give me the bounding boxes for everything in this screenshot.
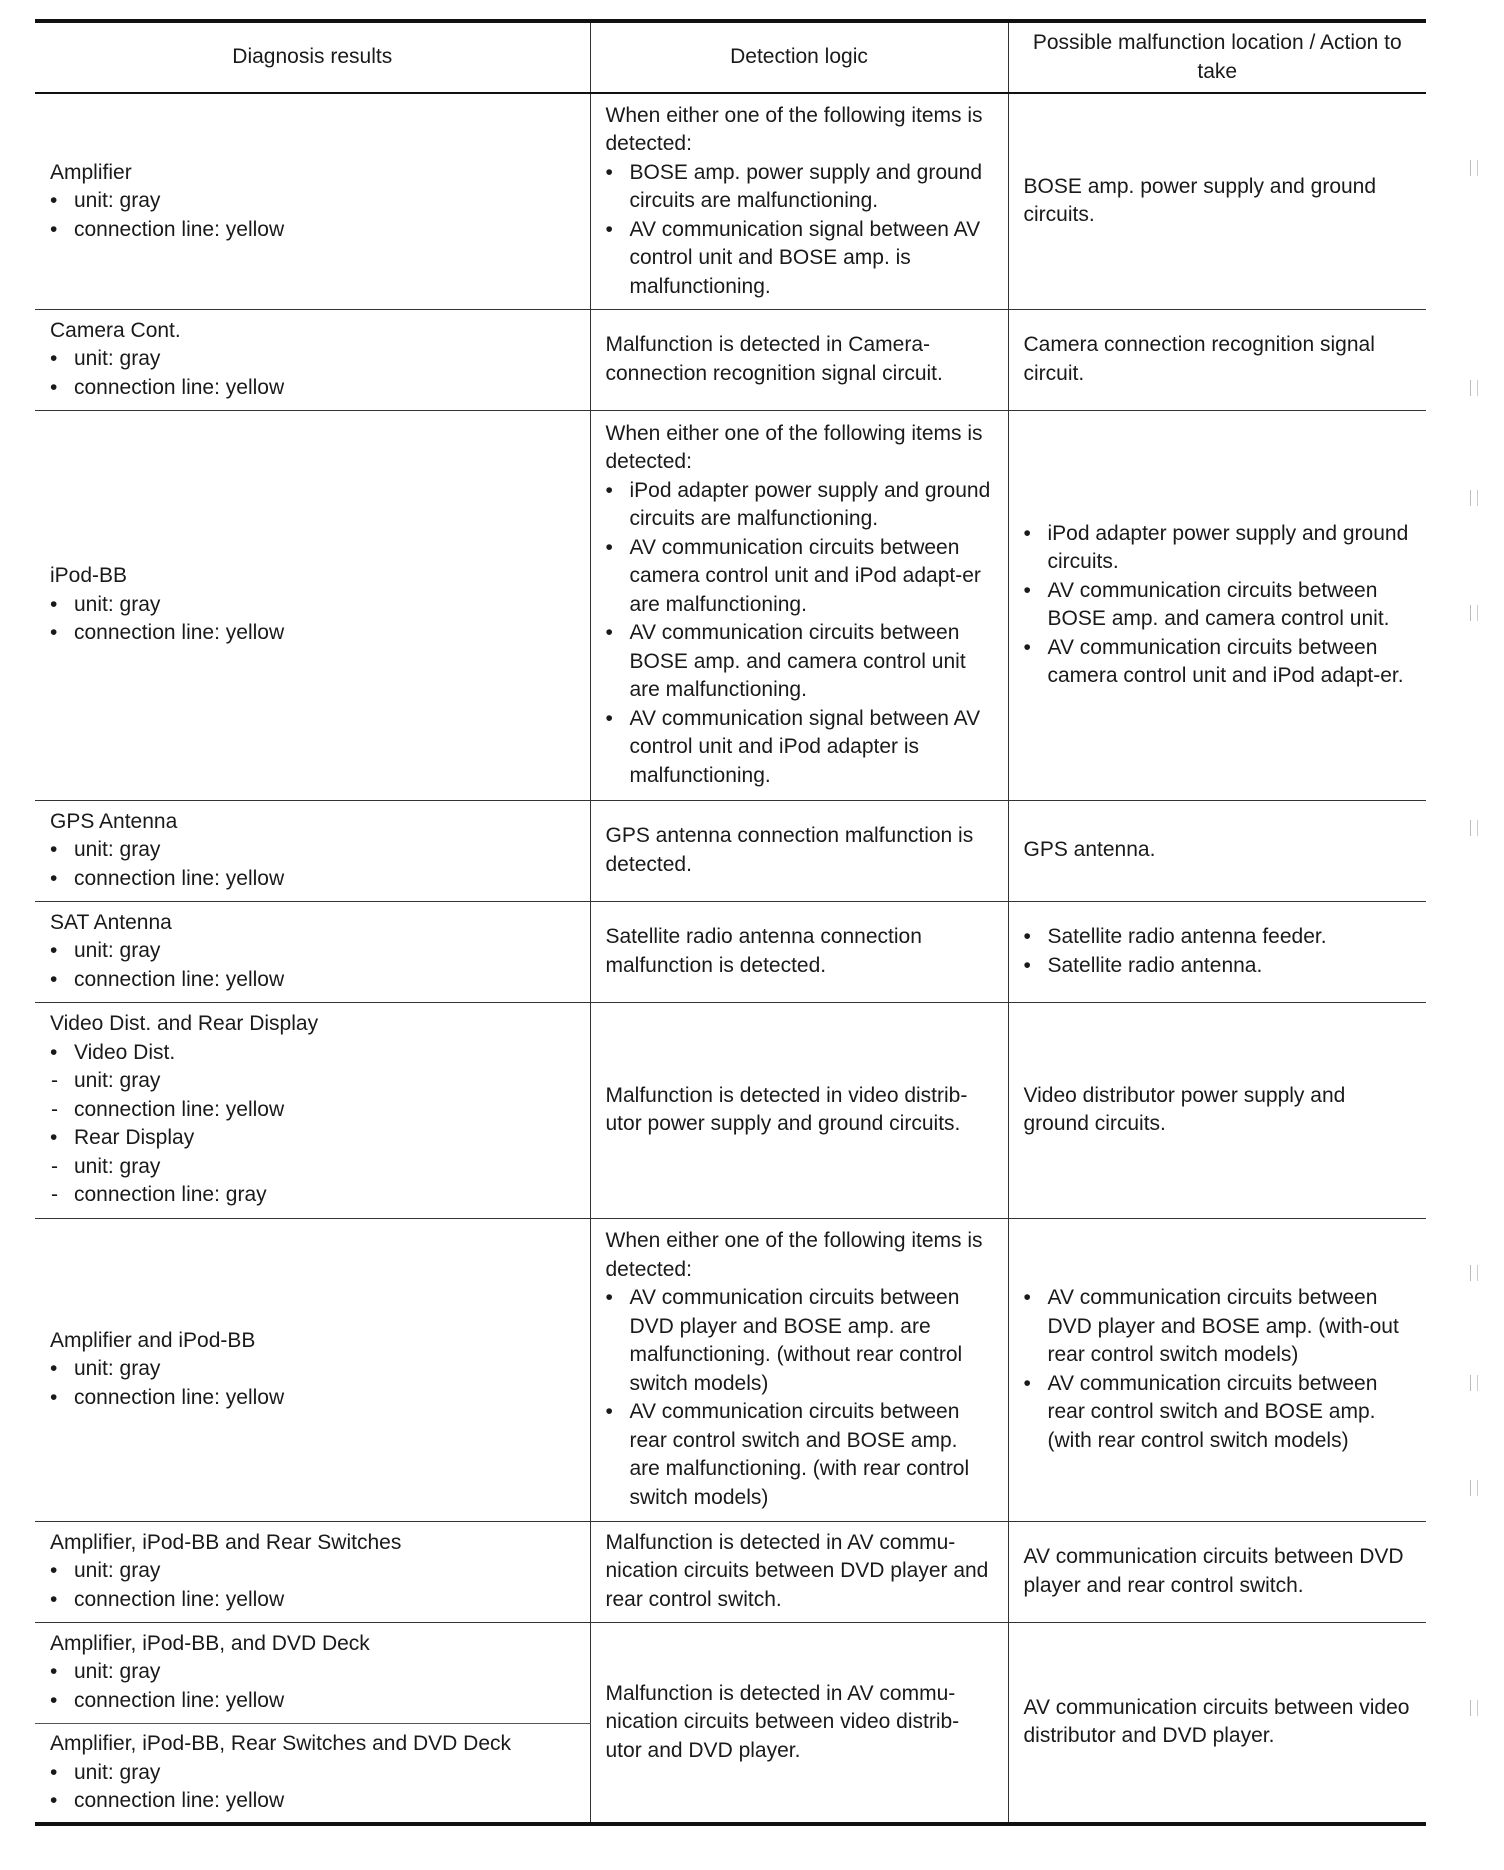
action-text: AV communication circuits between DVD player and rear control switch.: [1023, 1545, 1404, 1597]
diagnosis-cell: [35, 93, 590, 309]
list-item: • AV communication circuits between camera control unit and iPod adapt-er.: [1024, 634, 1413, 691]
diagnosis-title: Camera Cont.: [50, 318, 181, 342]
list-item: • unit: gray: [50, 836, 576, 865]
detection-logic-text: When either one of the following items is detected:: [605, 1229, 983, 1281]
action-cell: [1008, 410, 1426, 800]
action-items: [1024, 520, 1413, 691]
list-item: • AV communication circuits between BOSE amp. and camera control unit are malfunctioning.: [606, 619, 994, 705]
header-action: Possible malfunction location / Action to take: [1008, 21, 1426, 93]
table-row: [35, 93, 1426, 309]
diagnosis-title: SAT Antenna: [50, 910, 172, 934]
list-item: - unit: gray: [50, 1067, 576, 1096]
list-item: • AV communication signal between AV control unit and BOSE amp. is malfunctioning.: [606, 216, 994, 302]
diagnosis-items: [50, 937, 576, 994]
list-item: • AV communication circuits between DVD player and BOSE amp. are malfunctioning. (without rear control switch models): [606, 1284, 994, 1398]
diagnosis-items: [50, 1355, 576, 1412]
list-item: • unit: gray: [50, 1759, 576, 1788]
detection-logic-items: [606, 1284, 994, 1512]
action-cell: [1008, 93, 1426, 309]
list-item: • connection line: yellow: [50, 216, 576, 245]
header-diagnosis-results: Diagnosis results: [35, 21, 590, 93]
table-row: [35, 1002, 1426, 1218]
action-items: [1024, 1284, 1413, 1455]
detection-logic-cell: [590, 901, 1008, 1002]
diagnosis-title: GPS Antenna: [50, 809, 178, 833]
list-item: • BOSE amp. power supply and ground circuits are malfunctioning.: [606, 159, 994, 216]
action-text: BOSE amp. power supply and ground circuits.: [1023, 174, 1377, 227]
detection-logic-cell: [590, 800, 1008, 901]
action-text: AV communication circuits between video distributor and DVD player.: [1023, 1695, 1410, 1748]
detection-logic-cell: [590, 1218, 1008, 1521]
table-row: [35, 1622, 1426, 1723]
diagnosis-cell: [35, 1622, 590, 1723]
table-row: [35, 410, 1426, 800]
table-row: [35, 901, 1426, 1002]
list-item: • AV communication circuits between camera control unit and iPod adapt-er are malfunctioning.: [606, 534, 994, 620]
detection-logic-cell: [590, 93, 1008, 309]
list-item: • Satellite radio antenna feeder.: [1024, 923, 1413, 952]
diagnosis-items: [50, 1557, 576, 1614]
list-item: • connection line: yellow: [50, 1787, 576, 1816]
list-item: • connection line: yellow: [50, 374, 576, 403]
diagnosis-title: Amplifier: [50, 160, 132, 184]
table-body: [35, 93, 1426, 1824]
diagnosis-items: [50, 187, 576, 244]
list-item: • unit: gray: [50, 187, 576, 216]
action-text: GPS antenna.: [1023, 838, 1156, 862]
list-item: • AV communication circuits between rear control switch and BOSE amp. are malfunctioning. (with rear control switch models): [606, 1398, 994, 1512]
detection-logic-text: Malfunction is detected in AV commu-nication circuits between DVD player and rear control switch.: [605, 1530, 989, 1611]
list-item: • Video Dist.: [50, 1039, 576, 1068]
table-header-row: [35, 21, 1426, 93]
list-item: • unit: gray: [50, 345, 576, 374]
table-row: [35, 1218, 1426, 1521]
list-item: • unit: gray: [50, 937, 576, 966]
diagnosis-items: [50, 836, 576, 893]
list-item: • Rear Display: [50, 1124, 576, 1153]
diagnosis-table: [35, 19, 1426, 1826]
diagnosis-cell: [35, 1723, 590, 1824]
diagnosis-title: iPod-BB: [50, 564, 128, 588]
diagnosis-title: Amplifier and iPod-BB: [50, 1328, 256, 1352]
action-text: Video distributor power supply and ground circuits.: [1023, 1083, 1346, 1135]
list-item: • AV communication circuits between BOSE amp. and camera control unit.: [1024, 577, 1413, 634]
detection-logic-items: [606, 477, 994, 791]
list-item: • AV communication circuits between rear control switch and BOSE amp. (with rear control switch models): [1024, 1370, 1413, 1456]
diagnosis-cell: [35, 1002, 590, 1218]
list-item: • unit: gray: [50, 1658, 576, 1687]
diagnosis-title: Amplifier, iPod-BB, and DVD Deck: [50, 1631, 370, 1655]
list-item: • connection line: yellow: [50, 1384, 576, 1413]
diagnosis-items: [50, 591, 576, 648]
diagnosis-cell: [35, 901, 590, 1002]
diagnosis-cell: [35, 1521, 590, 1622]
detection-logic-cell: [590, 1002, 1008, 1218]
table-row: [35, 309, 1426, 410]
detection-logic-cell: [590, 309, 1008, 410]
diagnosis-items: [50, 345, 576, 402]
table-row: [35, 800, 1426, 901]
detection-logic-text: Satellite radio antenna connection malfunction is detected.: [605, 925, 922, 977]
diagnosis-items: [50, 1658, 576, 1715]
detection-logic-items: [606, 159, 994, 302]
diagnosis-cell: [35, 410, 590, 800]
table-row: [35, 1521, 1426, 1622]
action-items: [1024, 923, 1413, 980]
detection-logic-text: When either one of the following items is detected:: [605, 421, 983, 474]
action-text: Camera connection recognition signal circuit.: [1023, 333, 1375, 385]
action-cell: [1008, 1521, 1426, 1622]
list-item: • iPod adapter power supply and ground circuits are malfunctioning.: [606, 477, 994, 534]
diagnosis-title: Video Dist. and Rear Display: [50, 1012, 319, 1036]
list-item: • Satellite radio antenna.: [1024, 952, 1413, 981]
list-item: • unit: gray: [50, 1557, 576, 1586]
list-item: • AV communication circuits between DVD player and BOSE amp. (with-out rear control switch models): [1024, 1284, 1413, 1370]
detection-logic-text: Malfunction is detected in video distrib-utor power supply and ground circuits.: [605, 1083, 968, 1135]
list-item: • connection line: yellow: [50, 865, 576, 894]
diagnosis-title: Amplifier, iPod-BB and Rear Switches: [50, 1530, 402, 1554]
action-cell: [1008, 1218, 1426, 1521]
page-margin-marks: [1470, 0, 1490, 1870]
detection-logic-text: Malfunction is detected in Camera-connection recognition signal circuit.: [605, 333, 943, 385]
action-cell: [1008, 800, 1426, 901]
diagnosis-cell: [35, 309, 590, 410]
list-item: • connection line: yellow: [50, 1687, 576, 1716]
list-item: • unit: gray: [50, 1355, 576, 1384]
detection-logic-text: Malfunction is detected in AV commu-nication circuits between video distrib-utor and DVD player.: [605, 1681, 960, 1762]
list-item: - connection line: gray: [50, 1181, 576, 1210]
list-item: • connection line: yellow: [50, 1586, 576, 1615]
list-item: • iPod adapter power supply and ground circuits.: [1024, 520, 1413, 577]
list-item: • connection line: yellow: [50, 619, 576, 648]
list-item: - connection line: yellow: [50, 1096, 576, 1125]
detection-logic-text: GPS antenna connection malfunction is detected.: [605, 824, 974, 876]
diagnosis-items: [50, 1759, 576, 1816]
action-cell: [1008, 1002, 1426, 1218]
list-item: • unit: gray: [50, 591, 576, 620]
detection-logic-cell: [590, 410, 1008, 800]
list-item: • connection line: yellow: [50, 966, 576, 995]
action-cell: [1008, 901, 1426, 1002]
action-cell: [1008, 309, 1426, 410]
diagnosis-title: Amplifier, iPod-BB, Rear Switches and DVD Deck: [50, 1732, 512, 1755]
header-detection-logic: Detection logic: [590, 21, 1008, 93]
detection-logic-cell: [590, 1622, 1008, 1824]
list-item: - unit: gray: [50, 1153, 576, 1182]
diagnosis-cell: [35, 800, 590, 901]
detection-logic-cell: [590, 1521, 1008, 1622]
diagnosis-items: [50, 1039, 576, 1210]
action-cell: [1008, 1622, 1426, 1824]
detection-logic-text: When either one of the following items is detected:: [605, 103, 983, 155]
list-item: • AV communication signal between AV control unit and iPod adapter is malfunctioning.: [606, 705, 994, 791]
diagnosis-cell: [35, 1218, 590, 1521]
